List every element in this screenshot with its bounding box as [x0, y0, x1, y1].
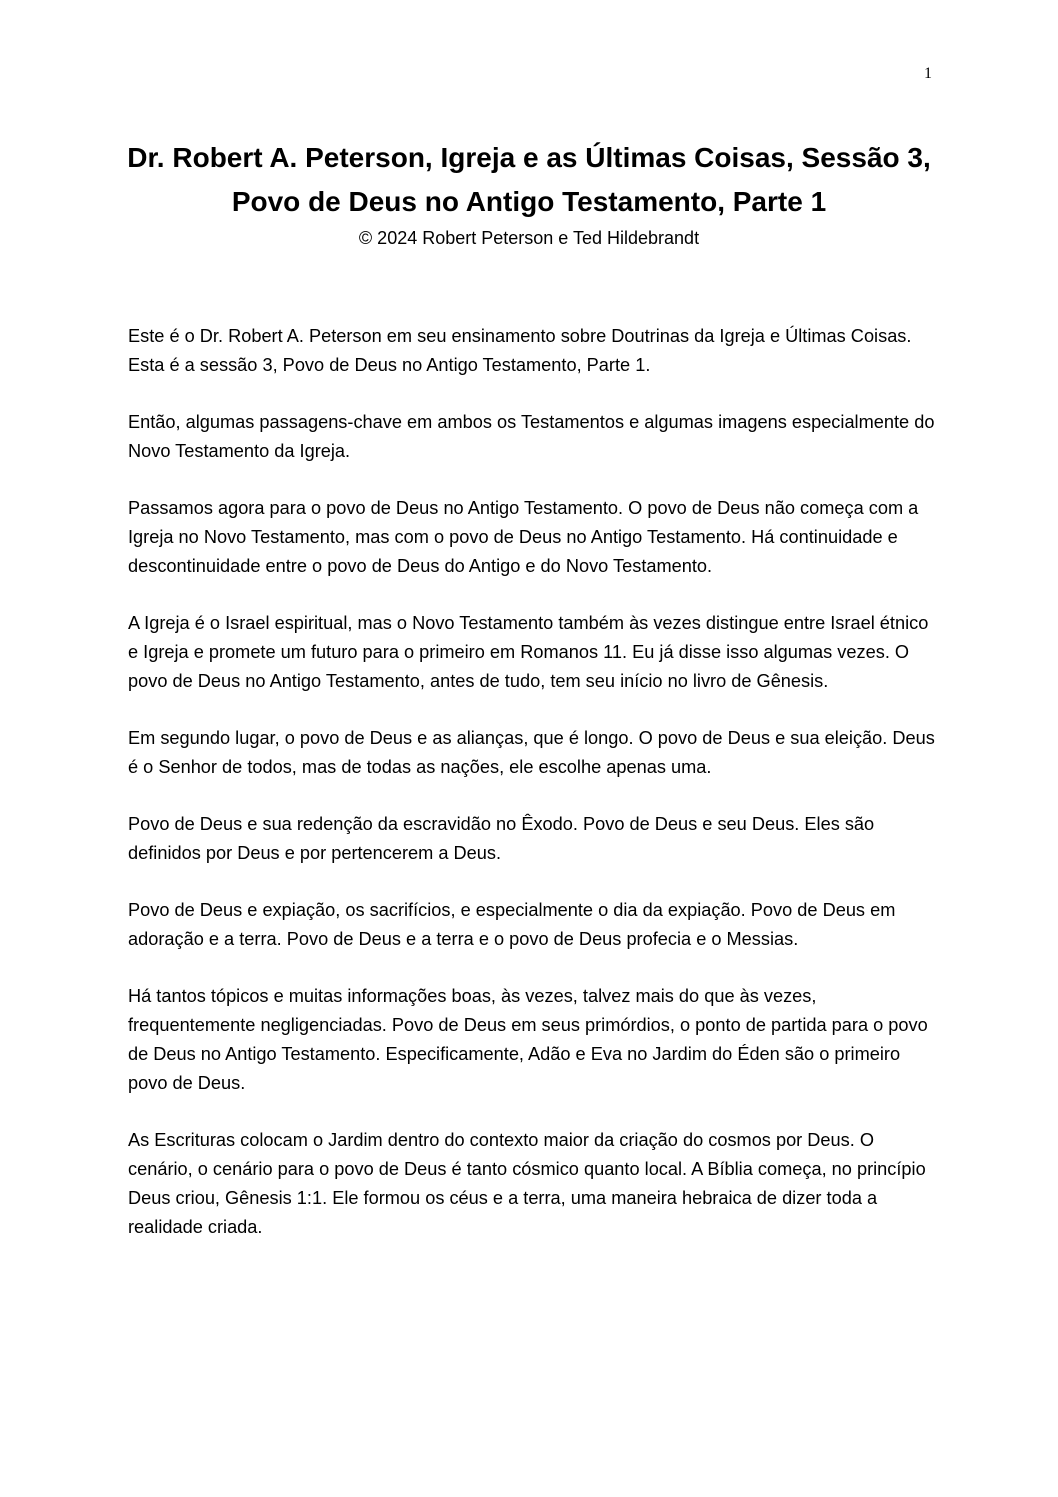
copyright-line: © 2024 Robert Peterson e Ted Hildebrandt — [358, 228, 700, 248]
paragraph: Passamos agora para o povo de Deus no Antigo Testamento. O povo de Deus não começa com a Igreja no Novo Testamento, mas com o povo de Deus no Antigo Testamento. Há continuidade e descontinuidade entre o povo de Deus do Antigo e do Novo Testamento. — [128, 498, 919, 576]
paragraph: Este é o Dr. Robert A. Peterson em seu ensinamento sobre Doutrinas da Igreja e Últimas Coisas. Esta é a sessão 3, Povo de Deus no Antigo Testamento, Parte 1. — [128, 326, 912, 375]
paragraph: Povo de Deus e expiação, os sacrifícios, e especialmente o dia da expiação. Povo de Deus em adoração e a terra. Povo de Deus e a terra e o povo de Deus profecia e o Messias. — [128, 900, 896, 949]
header — [100, 136, 958, 250]
page-number: 1 — [924, 65, 932, 82]
paragraph: Em segundo lugar, o povo de Deus e as alianças, que é longo. O povo de Deus e sua eleição. Deus é o Senhor de todos, mas de todas as nações, ele escolhe apenas uma. — [128, 728, 935, 777]
paragraph: Há tantos tópicos e muitas informações boas, às vezes, talvez mais do que às vezes, frequentemente negligenciadas. Povo de Deus em seus primórdios, o ponto de partida para o povo de Deus no Antigo Testamento. Especificamente, Adão e Eva no Jardim do Éden são o primeiro povo de Deus. — [128, 986, 928, 1093]
paragraph: Povo de Deus e sua redenção da escravidão no Êxodo. Povo de Deus e seu Deus. Eles são definidos por Deus e por pertencerem a Deus. — [128, 814, 875, 863]
document-title: Dr. Robert A. Peterson, Igreja e as Últimas Coisas, Sessão 3, Povo de Deus no Antigo Testamento, Parte 1 — [127, 142, 931, 217]
paragraph: Então, algumas passagens-chave em ambos os Testamentos e algumas imagens especialmente do Novo Testamento da Igreja. — [128, 412, 935, 461]
paragraph: As Escrituras colocam o Jardim dentro do contexto maior da criação do cosmos por Deus. O cenário, o cenário para o povo de Deus é tanto cósmico quanto local. A Bíblia começa, no princípio Deus criou, Gênesis 1:1. Ele formou os céus e a terra, uma maneira hebraica de dizer toda a realidade criada. — [128, 1130, 926, 1237]
document-body — [128, 322, 940, 1270]
paragraph: A Igreja é o Israel espiritual, mas o Novo Testamento também às vezes distingue entre Israel étnico e Igreja e promete um futuro para o primeiro em Romanos 11. Eu já disse isso algumas vezes. O povo de Deus no Antigo Testamento, antes de tudo, tem seu início no livro de Gênesis. — [128, 613, 929, 691]
